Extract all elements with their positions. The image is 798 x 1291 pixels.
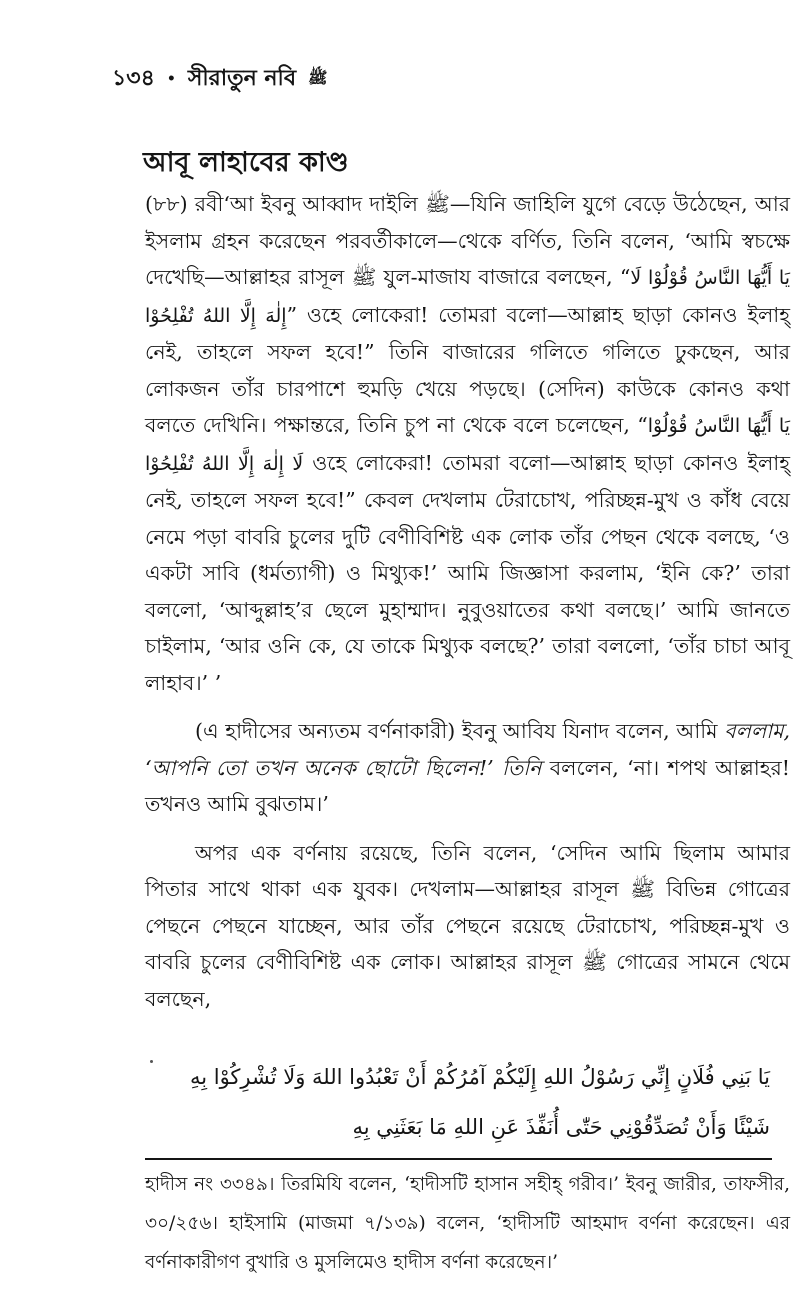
text-segment: ওহে লোকেরা! তোমরা বলো—আল্লাহ ছাড়া কোনও ইলাহ্ নেই, তাহলে সফল হবে!” কেবল দেখলাম টেরাচোখ, পরিচ্ছন্ন-মুখ ও কাঁধ বেয়ে নেমে পড়া বাবরি চুলের দুটি বেণীবিশিষ্ট এক লোক তাঁর পেছন থেকে বলছে, ‘ও একটা সাবি (ধর্মত্যাগী) ও মিথ্যুক!’ আমি জিজ্ঞাসা করলাম, ‘ইনি কে?’ তারা বললো, ‘আব্দুল্লাহ’র ছেলে মুহাম্মাদ। নুবুওয়াতের কথা বলছে।’ আমি জানতে চাইলাম, ‘আর ওনি কে, যে তাকে মিথ্যুক বলছে?’ তারা বললো, ‘তাঁর চাচা আবূ লাহাব।’ ’ xyxy=(145,450,791,695)
margin-mark xyxy=(150,1060,153,1063)
salutation-seal-icon: ﷺ xyxy=(582,950,607,974)
salutation-seal-icon: ﷺ xyxy=(308,67,328,87)
footnote-divider xyxy=(145,1158,772,1160)
footnote-text: হাদীস নং ৩৩৪৯। তিরমিযি বলেন, ‘হাদীসটি হাসান সহীহ্ গরীব।’ ইবনু জারীর, তাফসীর, ৩০/২৫৬। হাইসামি (মাজমা ৭/১৩৯) বলেন, ‘হাদীসটি আহমাদ বর্ণনা করেছেন। এর বর্ণনাকারীগণ বুখারি ও মুসলিমেও হাদীস বর্ণনা করেছেন।’ xyxy=(145,1174,790,1273)
arabic-quote-line: شَيْئًا وَأَنْ تُصَدِّقُوْنِي حَتّٰى أُنَفِّذَ عَنِ اللهِ مَا بَعَثَنِي بِهِ xyxy=(352,1115,770,1139)
page-number: ১৩৪ xyxy=(112,64,155,91)
text-segment: (এ হাদীসের অন্যতম বর্ণনাকারী) ইবনু আবিয যিনাদ বলেন, আমি xyxy=(195,719,725,743)
text-segment: গোত্রের সামনে থেমে বলছেন, xyxy=(145,950,790,1011)
footnote xyxy=(145,1165,790,1282)
arabic-quote-line: يَا بَنِي فُلَانٍ إِنِّي رَسُوْلُ اللهِ إِلَيْكُمْ آمُرُكُمْ أَنْ تَعْبُدُوا اللهَ وَلَا تُشْرِكُوْا بِهِ xyxy=(189,1065,770,1089)
hadith-paragraph-88 xyxy=(145,186,790,701)
text-segment: বললেন, ‘না। শপথ আল্লাহর! তখনও আমি বুঝতাম।’ xyxy=(145,755,791,816)
text-segment: ” ওহে লোকেরা! তোমরা বলো—আল্লাহ ছাড়া কোনও ইলাহ্ নেই, তাহলে সফল হবে!” তিনি বাজারের গলিতে গলিতে ঢুকছেন, আর লোকজন তাঁর চারপাশে হুমড়ি খেয়ে পড়ছে। (সেদিন) কাউকে কোনও কথা বলতে দেখিনি। পক্ষান্তরে, তিনি চুপ না থেকে বলে চলেছেন, “ xyxy=(145,302,790,437)
alternate-narration-paragraph xyxy=(145,835,790,1018)
arabic-inline-quote: يَا أَيُّهَا النَّاسُ قُوْلُوْا لَا إِلٰهَ إِلَّا اللهُ تُفْلِحُوْا xyxy=(145,267,790,327)
body-text xyxy=(145,186,790,1017)
header-bullet: • xyxy=(166,71,176,87)
text-segment: যুল-মাজায বাজারে বলছেন, “ xyxy=(376,265,631,289)
salutation-seal-icon: ﷺ xyxy=(425,192,450,216)
salutation-seal-icon: ﷺ xyxy=(351,265,377,289)
book-title: সীরাতুন নবি xyxy=(187,64,297,91)
arabic-inline-quote: يَا أَيُّهَا النَّاسُ قُوْلُوْا لَا إِلٰهَ إِلَّا اللهُ تُفْلِحُوْا xyxy=(145,415,790,475)
italic-text-segment: বললাম, ‘আপনি তো তখন অনেক ছোটো ছিলেন!’ তিনি xyxy=(145,719,790,780)
section-heading: আবূ লাহাবের কাণ্ড xyxy=(143,147,349,178)
text-segment: বিভিন্ন গোত্রের পেছনে পেছনে যাচ্ছেন, আর তাঁর পেছনে রয়েছে টেরাচোখ, পরিচ্ছন্ন-মুখ ও বাবরি চুলের বেণীবিশিষ্ট এক লোক। আল্লাহর রাসূল xyxy=(145,877,790,974)
arabic-quote-block xyxy=(180,1052,770,1152)
narrator-comment-paragraph xyxy=(145,713,790,823)
running-header xyxy=(112,62,327,96)
text-segment: —যিনি জাহিলি যুগে বেড়ে উঠেছেন, আর ইসলাম গ্রহন করেছেন পরবর্তীকালে—থেকে বর্ণিত, তিনি বলেন, ‘আমি স্বচক্ষে দেখেছি—আল্লাহর রাসূল xyxy=(145,192,791,289)
text-segment: অপর এক বর্ণনায় রয়েছে, তিনি বলেন, ‘সেদিন আমি ছিলাম আমার পিতার সাথে থাকা এক যুবক। দেখলাম—আল্লাহর রাসূল xyxy=(145,840,790,901)
salutation-seal-icon: ﷺ xyxy=(630,877,655,901)
text-segment: (৮৮) রবী‘আ ইবনু আব্বাদ দাইলি xyxy=(145,192,426,216)
